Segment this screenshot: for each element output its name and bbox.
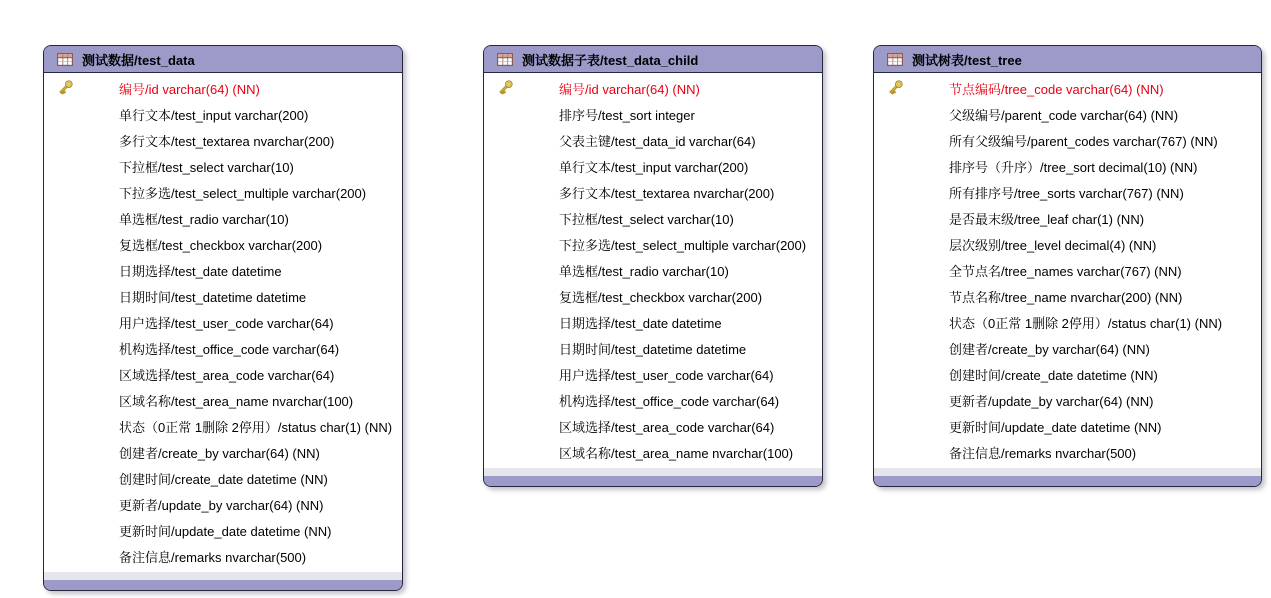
field-row[interactable] [44,335,402,361]
field-row[interactable] [484,387,822,413]
field-definition: 排序号/test_sort integer [559,107,695,123]
field-row[interactable] [484,153,822,179]
field-row[interactable] [44,361,402,387]
field-definition: 区域名称/test_area_name nvarchar(100) [559,445,794,461]
field-row[interactable] [484,257,822,283]
entity-table-header[interactable] [44,46,402,73]
field-definition: 更新者/update_by varchar(64) (NN) [119,497,324,513]
field-definition: 单行文本/test_input varchar(200) [119,107,309,123]
table-footer-strip [44,572,402,580]
field-row[interactable] [44,309,402,335]
field-definition: 用户选择/test_user_code varchar(64) [559,367,774,383]
field-definition: 全节点名/tree_names varchar(767) (NN) [949,263,1182,279]
field-definition: 创建者/create_by varchar(64) (NN) [119,445,320,461]
field-row[interactable] [874,75,1261,101]
field-definition: 下拉多选/test_select_multiple varchar(200) [119,185,367,201]
field-row[interactable] [484,283,822,309]
entity-table-header[interactable] [484,46,822,73]
table-fields [484,73,822,468]
field-row[interactable] [484,75,822,101]
field-definition: 所有父级编号/parent_codes varchar(767) (NN) [949,133,1218,149]
field-row[interactable] [874,179,1261,205]
field-row[interactable] [874,283,1261,309]
field-definition: 单选框/test_radio varchar(10) [119,211,289,227]
field-row[interactable] [874,257,1261,283]
field-definition: 复选框/test_checkbox varchar(200) [559,289,763,305]
field-row[interactable] [484,231,822,257]
field-row[interactable] [484,179,822,205]
field-definition: 日期选择/test_date datetime [119,263,282,279]
field-row[interactable] [44,153,402,179]
field-row[interactable] [44,257,402,283]
field-definition: 创建者/create_by varchar(64) (NN) [949,341,1150,357]
table-footer-bar [44,580,402,590]
entity-table-title: 测试数据子表/test_data_child [522,52,699,68]
field-row[interactable] [44,387,402,413]
field-row[interactable] [484,335,822,361]
field-row[interactable] [44,517,402,543]
field-row[interactable] [44,491,402,517]
field-definition: 编号/id varchar(64) (NN) [559,81,700,97]
field-definition: 节点编码/tree_code varchar(64) (NN) [949,81,1164,97]
field-row[interactable] [874,413,1261,439]
field-definition: 机构选择/test_office_code varchar(64) [119,341,340,357]
field-definition: 所有排序号/tree_sorts varchar(767) (NN) [949,185,1184,201]
field-row[interactable] [44,465,402,491]
field-row[interactable] [874,309,1261,335]
field-definition: 用户选择/test_user_code varchar(64) [119,315,334,331]
field-row[interactable] [874,153,1261,179]
field-row[interactable] [484,205,822,231]
field-definition: 状态（0正常 1删除 2停用）/status char(1) (NN) [949,315,1223,331]
field-definition: 下拉多选/test_select_multiple varchar(200) [559,237,807,253]
field-definition: 日期时间/test_datetime datetime [559,341,747,357]
field-row[interactable] [874,101,1261,127]
entity-table-title: 测试数据/test_data [82,52,195,68]
field-definition: 单选框/test_radio varchar(10) [559,263,729,279]
field-definition: 创建时间/create_date datetime (NN) [119,471,328,487]
entity-table-1[interactable] [43,45,403,591]
table-footer-bar [874,476,1261,486]
table-icon [57,53,73,66]
field-row[interactable] [874,231,1261,257]
field-definition: 多行文本/test_textarea nvarchar(200) [559,185,775,201]
field-row[interactable] [874,205,1261,231]
field-definition: 更新时间/update_date datetime (NN) [119,523,332,539]
field-row[interactable] [484,413,822,439]
field-definition: 更新者/update_by varchar(64) (NN) [949,393,1154,409]
field-definition: 节点名称/tree_name nvarchar(200) (NN) [949,289,1183,305]
field-row[interactable] [484,309,822,335]
field-row[interactable] [44,75,402,101]
field-definition: 状态（0正常 1删除 2停用）/status char(1) (NN) [119,419,393,435]
field-row[interactable] [44,101,402,127]
field-row[interactable] [44,127,402,153]
primary-key-icon [885,78,905,98]
field-definition: 复选框/test_checkbox varchar(200) [119,237,323,253]
field-definition: 日期选择/test_date datetime [559,315,722,331]
field-row[interactable] [874,387,1261,413]
field-row[interactable] [874,335,1261,361]
entity-table-3[interactable] [873,45,1262,487]
table-icon [887,53,903,66]
table-icon [497,53,513,66]
field-definition: 单行文本/test_input varchar(200) [559,159,749,175]
field-definition: 是否最末级/tree_leaf char(1) (NN) [949,211,1145,227]
table-footer-strip [874,468,1261,476]
field-definition: 下拉框/test_select varchar(10) [559,211,734,227]
field-definition: 区域选择/test_area_code varchar(64) [119,367,335,383]
primary-key-icon [495,78,515,98]
field-row[interactable] [484,127,822,153]
field-row[interactable] [44,283,402,309]
table-fields [44,73,402,572]
field-definition: 区域选择/test_area_code varchar(64) [559,419,775,435]
field-row[interactable] [44,439,402,465]
field-definition: 排序号（升序）/tree_sort decimal(10) (NN) [949,159,1198,175]
field-row[interactable] [44,179,402,205]
field-row[interactable] [874,127,1261,153]
field-definition: 日期时间/test_datetime datetime [119,289,307,305]
primary-key-icon [55,78,75,98]
field-row[interactable] [874,361,1261,387]
field-row[interactable] [44,231,402,257]
field-row[interactable] [874,439,1261,465]
field-row[interactable] [44,205,402,231]
entity-table-title: 测试树表/test_tree [912,52,1022,68]
table-fields [874,73,1261,468]
field-definition: 更新时间/update_date datetime (NN) [949,419,1162,435]
field-row[interactable] [484,439,822,465]
entity-table-2[interactable] [483,45,823,487]
table-footer-bar [484,476,822,486]
field-definition: 编号/id varchar(64) (NN) [119,81,260,97]
table-footer-strip [484,468,822,476]
field-row[interactable] [44,543,402,569]
field-definition: 多行文本/test_textarea nvarchar(200) [119,133,335,149]
field-row[interactable] [44,413,402,439]
field-row[interactable] [484,361,822,387]
field-definition: 机构选择/test_office_code varchar(64) [559,393,780,409]
field-definition: 父级编号/parent_code varchar(64) (NN) [949,107,1179,123]
field-definition: 备注信息/remarks nvarchar(500) [949,445,1137,461]
field-row[interactable] [484,101,822,127]
entity-table-header[interactable] [874,46,1261,73]
field-definition: 创建时间/create_date datetime (NN) [949,367,1158,383]
field-definition: 下拉框/test_select varchar(10) [119,159,294,175]
field-definition: 层次级别/tree_level decimal(4) (NN) [949,237,1157,253]
field-definition: 备注信息/remarks nvarchar(500) [119,549,307,565]
field-definition: 父表主键/test_data_id varchar(64) [559,133,756,149]
field-definition: 区域名称/test_area_name nvarchar(100) [119,393,354,409]
